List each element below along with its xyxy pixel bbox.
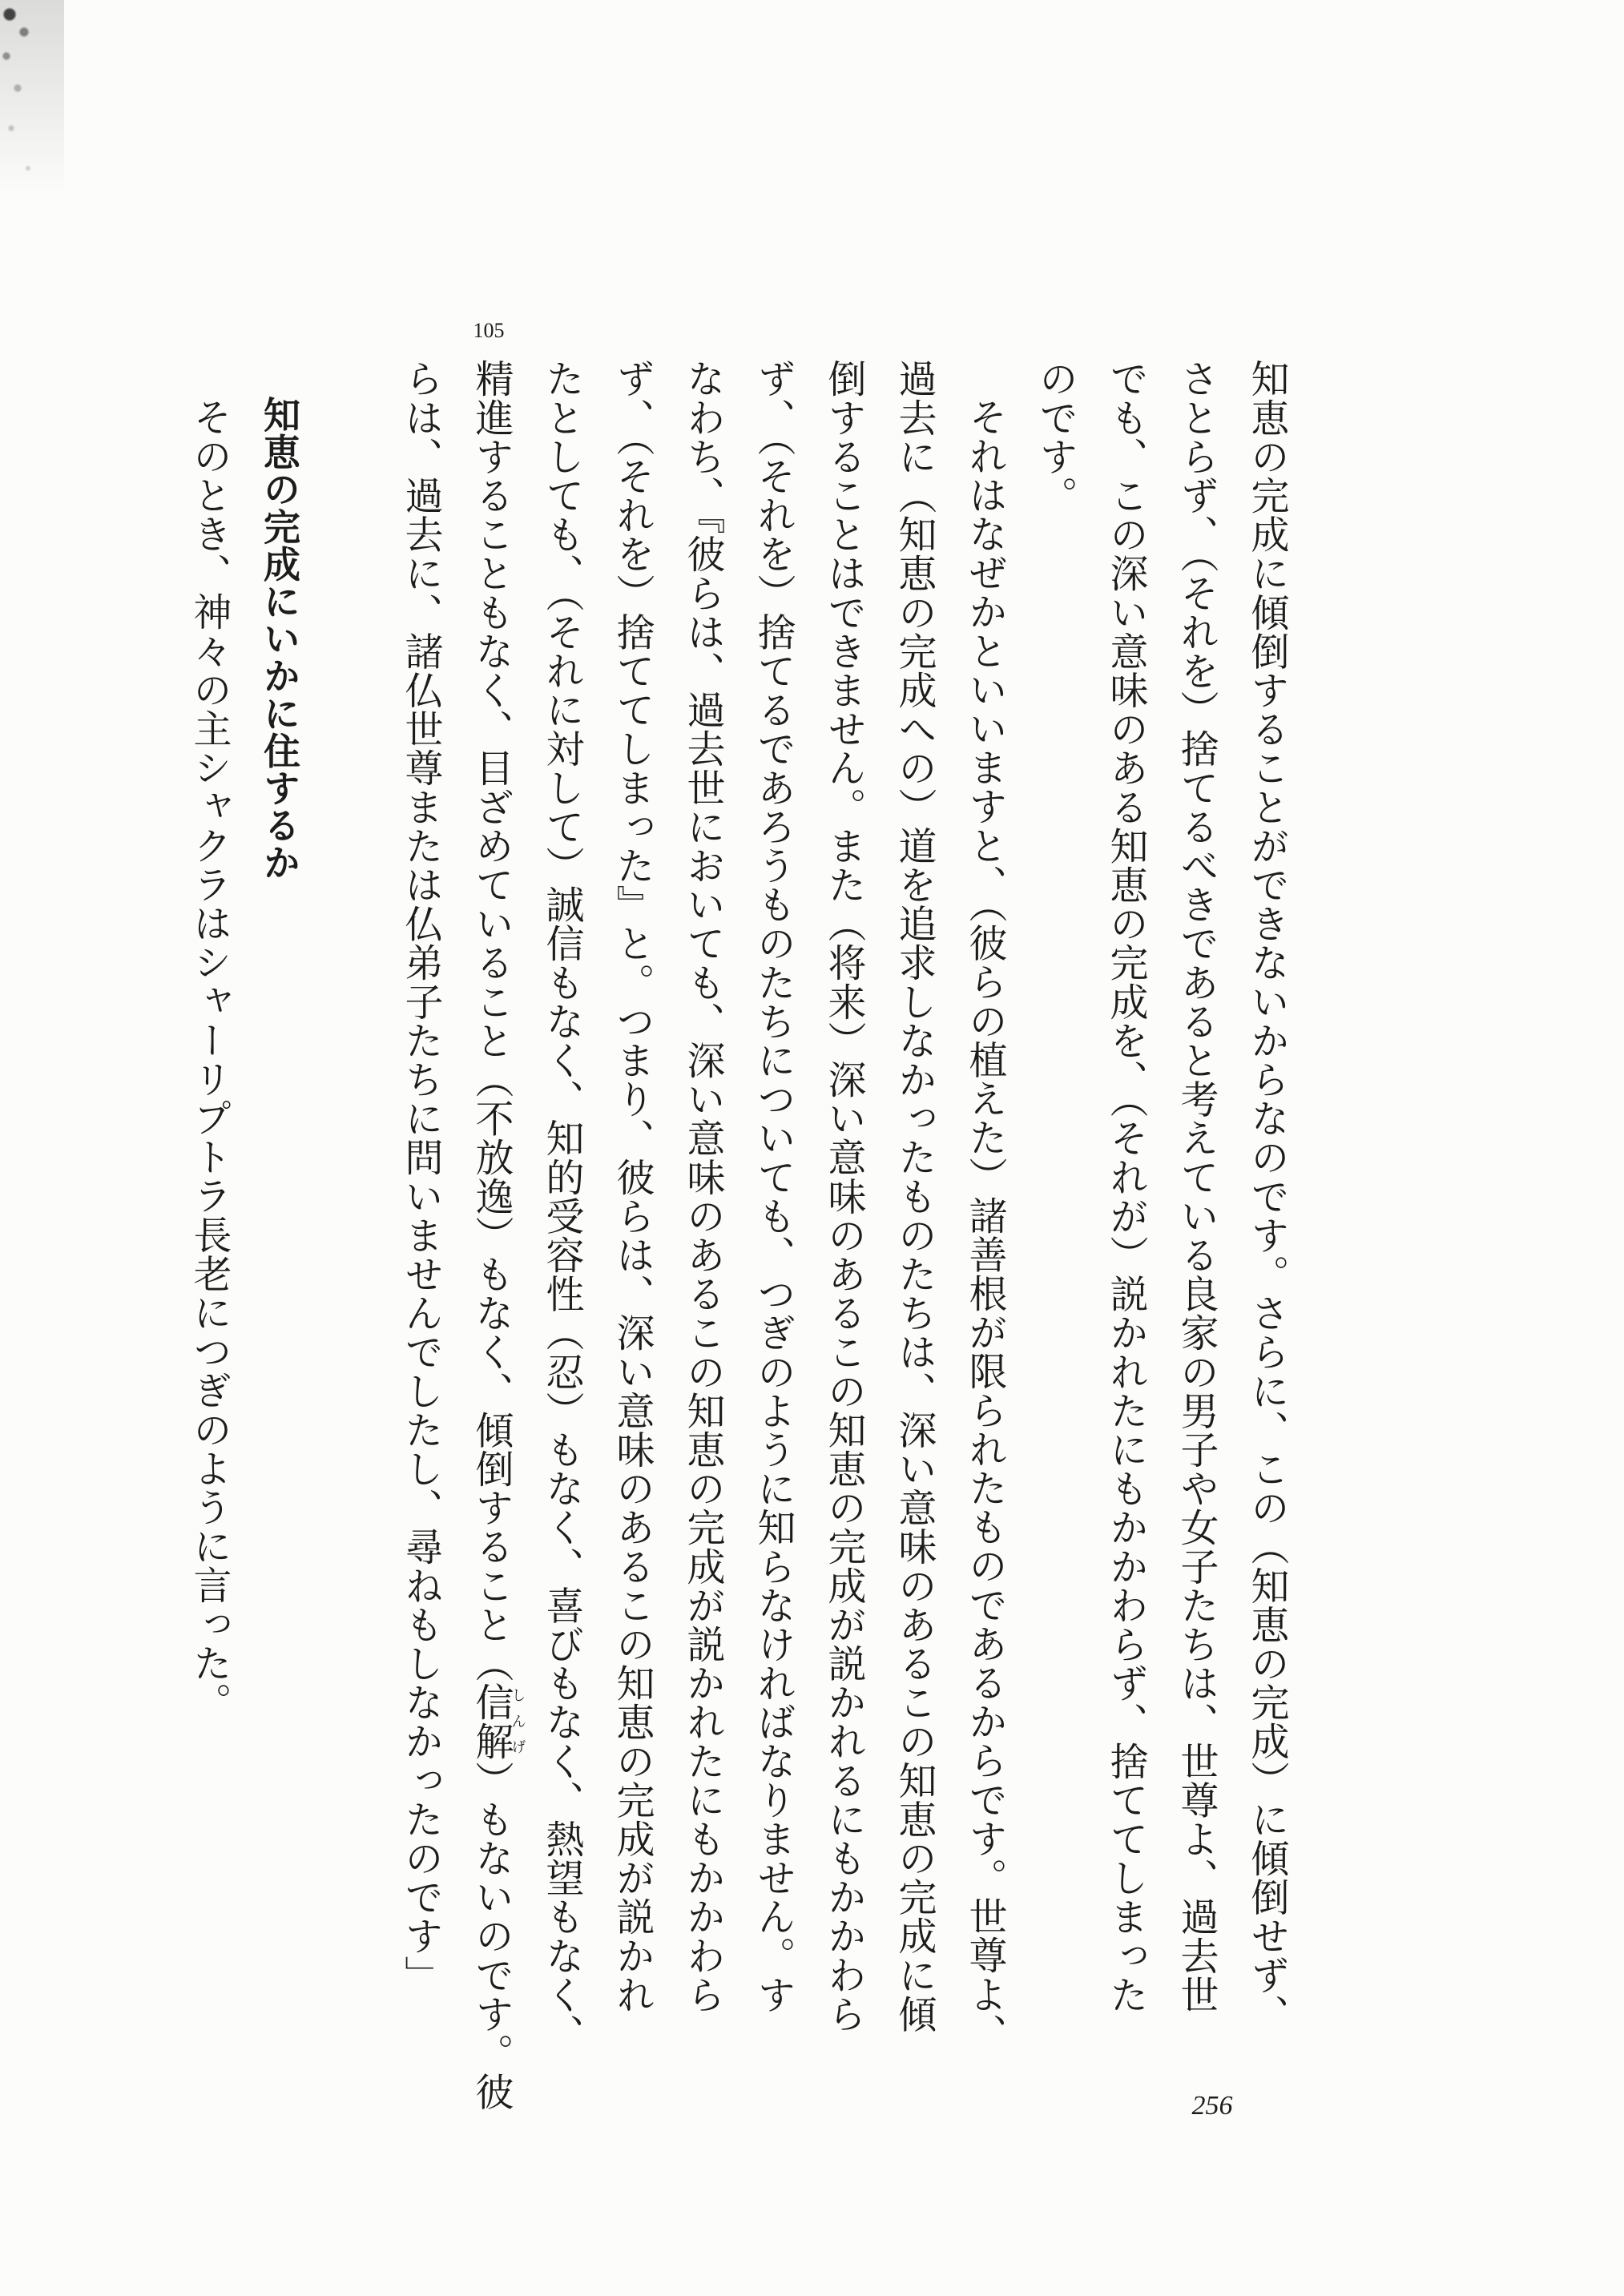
text-column: 過去に（知恵の完成への）道を追求しなかったものたちは、深い意味のあるこの知恵の完成に傾	[892, 359, 937, 2033]
text-column: それはなぜかといいますと、（彼らの植えた）諸善根が限られたものであるからです。世尊よ、	[962, 397, 1007, 2052]
section-number: 105	[473, 319, 505, 342]
text-segment: 精進することもなく、目ざめていること（不放逸）もなく、傾倒すること（	[469, 359, 514, 1683]
text-body	[174, 359, 1302, 2161]
text-column: 知恵の完成に傾倒することができないからなのです。さらに、この（知恵の完成）に傾倒せず、	[1244, 359, 1289, 2033]
blank-column	[315, 359, 385, 2161]
text-column: のです。	[1033, 359, 1078, 515]
ruby-annotation	[469, 1682, 526, 1761]
ruby-base: 信解	[469, 1682, 514, 1761]
text-column: ず、（それを）捨てるであろうものたちについても、つぎのように知らなければなりません。す	[751, 359, 796, 2014]
text-column: そのとき、神々の主シャクラはシャーリプトラ長老につぎのように言った。	[187, 397, 232, 1722]
text-column: さとらず、（それを）捨てるべきであると考えている良家の男子や女子たちは、世尊よ、過去世	[1174, 359, 1219, 2014]
text-column: らは、過去に、諸仏世尊または仏弟子たちに問いませんでしたし、尋ねもしなかったのです」	[398, 359, 443, 1995]
text-column: ず、（それを）捨ててしまった』と。つまり、彼らは、深い意味のあるこの知恵の完成が説かれ	[610, 359, 655, 2014]
text-column: 倒することはできません。また（将来）深い意味のあるこの知恵の完成が説かれるにもかかわら	[821, 359, 866, 2033]
scan-speckle	[0, 0, 64, 216]
text-column: たとしても、（それに対して）誠信もなく、知的受容性（忍）もなく、喜びもなく、熱望もなく、	[539, 359, 584, 2053]
section-heading: 知恵の完成にいかに住するか	[258, 396, 301, 881]
ruby-reading: しんげ	[509, 1682, 526, 1761]
text-segment: ）もないのです。彼	[469, 1760, 514, 2112]
text-column-with-ruby	[456, 359, 526, 2161]
text-column: なわち、『彼らは、過去世においても、深い意味のあるこの知恵の完成が説かれたにもかかわら	[680, 359, 725, 2014]
page-number: 256	[1191, 2091, 1233, 2121]
text-column: でも、この深い意味のある知恵の完成を、（それが）説かれたにもかかわらず、捨ててしまった	[1103, 359, 1148, 2014]
